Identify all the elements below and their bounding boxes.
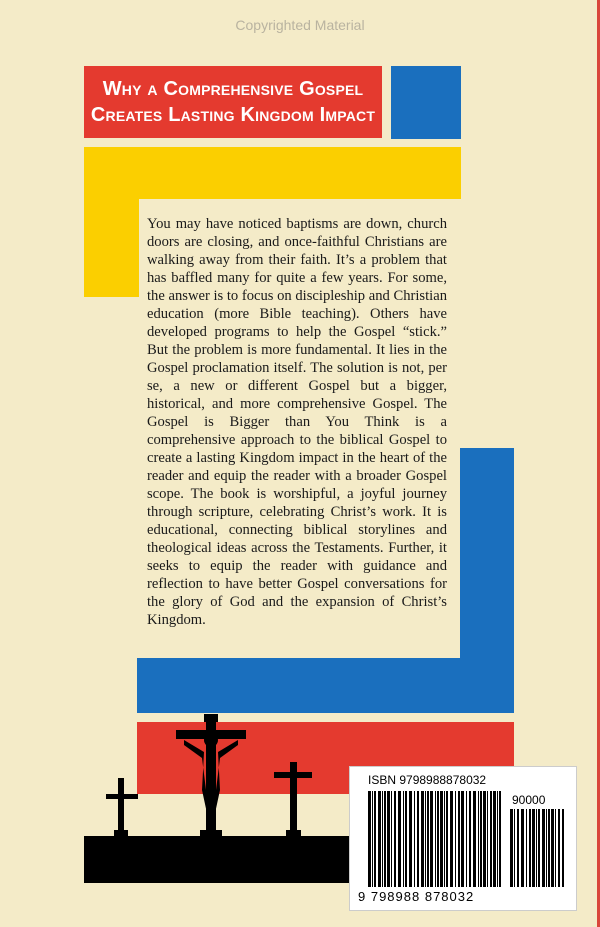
back-cover-title xyxy=(84,66,382,138)
crucifixion-crosses-illustration xyxy=(84,700,384,840)
title-line-2: Creates Lasting Kingdom Impact xyxy=(90,104,376,126)
watermark-top: Copyrighted Material xyxy=(235,17,365,33)
left-cross-icon xyxy=(106,778,138,838)
title-line-1: Why a Comprehensive Gospel xyxy=(102,78,364,100)
center-cross-icon xyxy=(176,714,246,838)
price-code: 90000 xyxy=(512,793,546,807)
ean-digits: 9 798988 878032 xyxy=(358,889,475,904)
price-barcode-icon xyxy=(510,809,564,887)
yellow-bar-left xyxy=(84,147,139,297)
right-cross-icon xyxy=(274,762,312,838)
yellow-bar-top xyxy=(84,147,461,199)
barcode-panel xyxy=(349,766,577,911)
blue-square-block xyxy=(391,66,461,139)
ean-barcode-icon xyxy=(368,791,502,887)
book-description: You may have noticed baptisms are down, church doors are closing, and once-faithful Christians are walking away from their faith. It’s a problem that has baffled many for quite a few years. For some, the answer is to focus on discipleship and Christian education (more Bible teaching). Others have developed programs to help the Gospel “stick.” But the problem is more fundamental. It lies in the Gospel proclamation itself. The solution is not, per se, a new or different Gospel but a bigger, historical, and more comprehensive Gospel. The Gospel is Bigger than You Think is a comprehensive approach to the biblical Gospel to create a lasting Kingdom impact in the heart of the reader and equip the reader with a broader Gospel scope. The book is worshipful, a joyful journey through scripture, celebrating Christ’s work. It is educational, connecting biblical storylines and theological ideas across the Testaments. Further, it seeks to equip the reader with guidance and reflection to have better Gospel conversations for the glory of God and the expansion of Christ’s Kingdom. xyxy=(147,216,447,628)
isbn-label: ISBN 9798988878032 xyxy=(368,773,487,787)
